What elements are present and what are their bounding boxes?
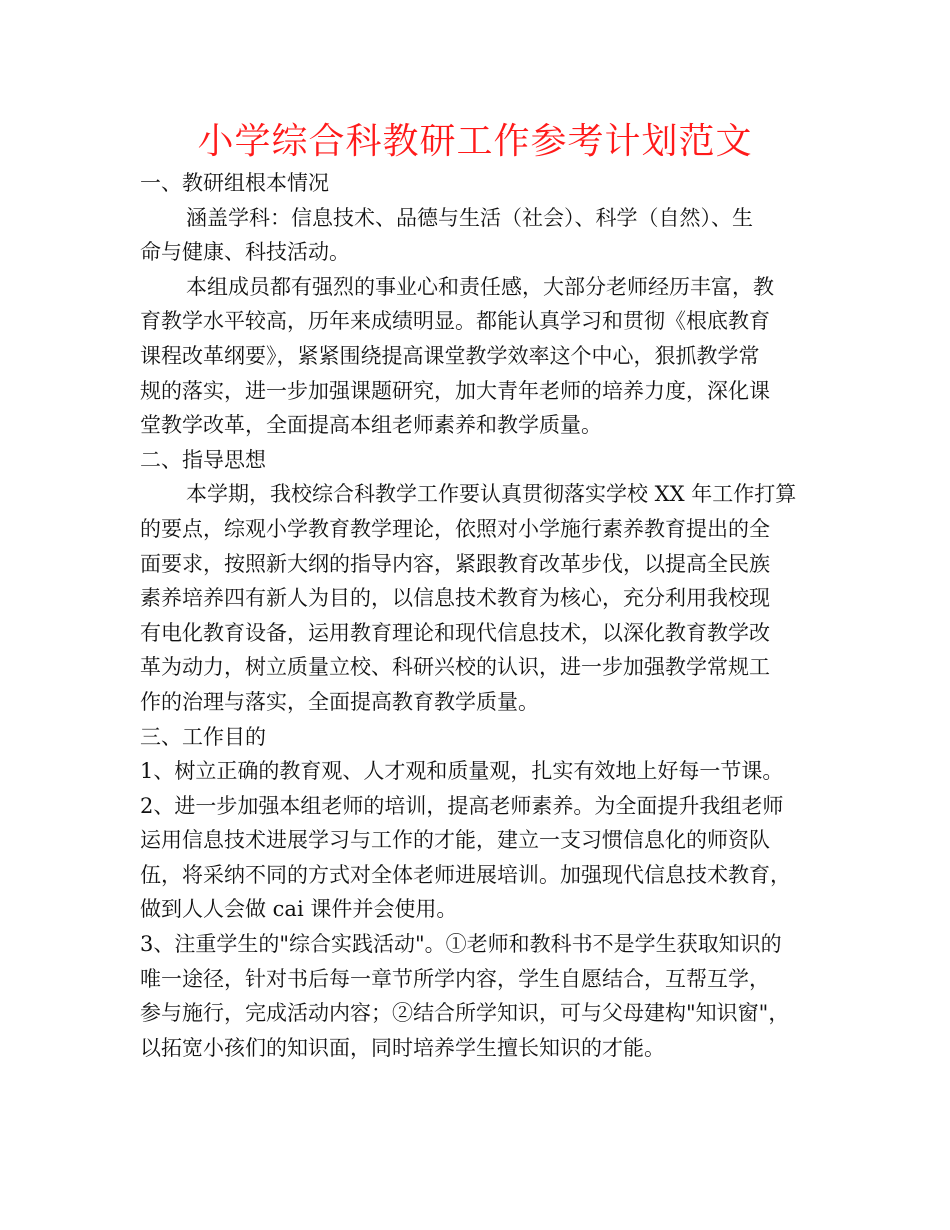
- paragraph-line: 革为动力，树立质量立校、科研兴校的认识，进一步加强教学常规工: [140, 655, 770, 680]
- paragraph-line: 有电化教育设备，运用教育理论和现代信息技术，以深化教育教学改: [140, 620, 770, 645]
- paragraph-line: 以拓宽小孩们的知识面，同时培养学生擅长知识的才能。: [140, 1035, 665, 1060]
- paragraph-line: 作的治理与落实，全面提高教育教学质量。: [140, 689, 539, 714]
- paragraph-line: 的要点，综观小学教育教学理论，依照对小学施行素养教育提出的全: [140, 516, 770, 541]
- paragraph-line: 运用信息技术进展学习与工作的才能，建立一支习惯信息化的师资队: [140, 828, 770, 853]
- document-title: 小学综合科教研工作参考计划范文: [197, 121, 753, 162]
- list-item-3: 3、注重学生的"综合实践活动"。①老师和教科书不是学生获取知识的: [140, 932, 782, 957]
- paragraph-line: 规的落实，进一步加强课题研究，加大青年老师的培养力度，深化课: [140, 378, 770, 403]
- paragraph-line: 伍，将采纳不同的方式对全体老师进展培训。加强现代信息技术教育，: [140, 862, 791, 887]
- list-item-1: 1、树立正确的教育观、人才观和质量观，扎实有效地上好每一节课。: [140, 759, 784, 784]
- list-item-2: 2、进一步加强本组老师的培训，提高老师素养。为全面提升我组老师: [140, 793, 784, 818]
- paragraph-line: 本组成员都有强烈的事业心和责任感，大部分老师经历丰富，教: [186, 274, 774, 299]
- document-body: [140, 166, 812, 1065]
- paragraph-line: 唯一途径，针对书后每一章节所学内容，学生自愿结合，互帮互学，: [140, 966, 770, 991]
- section-heading-1: 一、教研组根本情况: [140, 171, 329, 195]
- paragraph-line: 命与健康、科技活动。: [140, 240, 350, 265]
- paragraph-line: 本学期，我校综合科教学工作要认真贯彻落实学校 XX 年工作打算: [186, 482, 797, 507]
- section-heading-3: 三、工作目的: [140, 724, 266, 749]
- paragraph-line: 做到人人会做 cai 课件并会使用。: [140, 897, 458, 922]
- paragraph-line: 堂教学改革，全面提高本组老师素养和教学质量。: [140, 413, 602, 438]
- paragraph-line: 涵盖学科：信息技术、品德与生活（社会）、科学（自然）、生: [186, 205, 753, 230]
- paragraph-line: 素养培养四有新人为目的，以信息技术教育为核心，充分利用我校现: [140, 586, 770, 611]
- paragraph-line: 育教学水平较高，历年来成绩明显。都能认真学习和贯彻《根底教育: [140, 309, 770, 334]
- paragraph-line: 面要求，按照新大纲的指导内容，紧跟教育改革步伐，以提高全民族: [140, 551, 770, 576]
- section-heading-2: 二、指导思想: [140, 447, 266, 472]
- paragraph-line: 课程改革纲要》，紧紧围绕提高课堂教学效率这个中心，狠抓教学常: [140, 343, 760, 368]
- paragraph-line: 参与施行，完成活动内容；②结合所学知识，可与父母建构"知识窗"，: [140, 1001, 790, 1026]
